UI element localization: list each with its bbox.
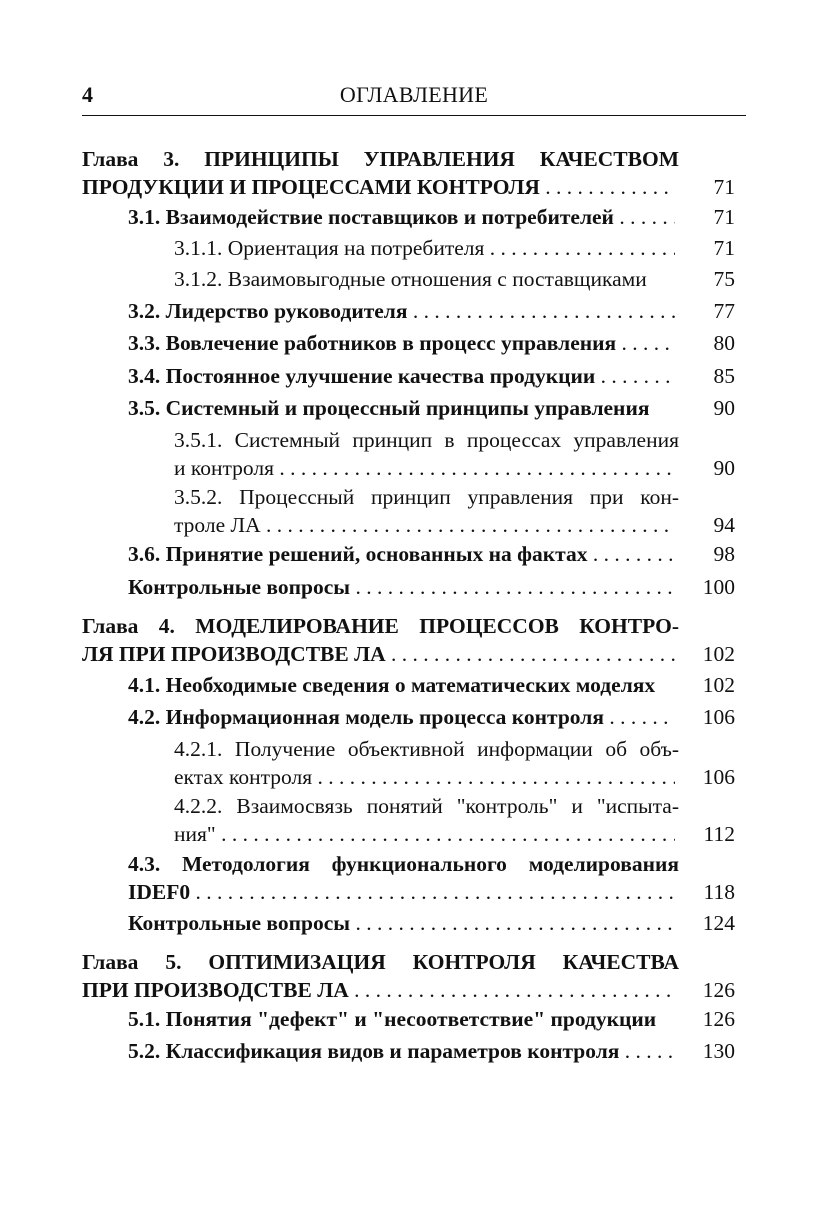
toc-line1: Глава 5. ОПТИМИЗАЦИЯ КОНТРОЛЯ КАЧЕСТВА: [82, 950, 679, 974]
toc-page: 102: [675, 671, 735, 699]
toc-page: 94: [675, 511, 735, 539]
toc-text: ПРИ ПРОИЗВОДСТВЕ ЛА . . .: [82, 976, 679, 1004]
toc-page: 126: [675, 1005, 735, 1033]
toc-text: 4.2. Информационная модель процесса контроля . . .: [128, 703, 679, 731]
toc-subsection-3-5-1: [82, 426, 746, 482]
toc-page: 100: [675, 573, 735, 601]
toc-line1: 4.3. Методология функционального моделирования: [128, 852, 679, 876]
toc-text: Контрольные вопросы . . .: [128, 909, 679, 937]
toc-page: 71: [675, 203, 735, 231]
toc-page: 106: [675, 703, 735, 731]
toc-page: 102: [675, 640, 735, 668]
toc-page: 98: [675, 540, 735, 568]
toc-subsection-3-5-2: [82, 483, 746, 539]
toc-page: 130: [675, 1037, 735, 1065]
toc-text: троле ЛА . . .: [174, 511, 679, 539]
toc-section-3-3: [82, 329, 746, 357]
toc-section-3-6: [82, 540, 746, 568]
toc-page: 80: [675, 329, 735, 357]
toc-chapter-3: [82, 145, 746, 201]
toc-page: 126: [675, 976, 735, 1004]
toc-text: IDEF0 . . .: [128, 878, 679, 906]
toc-page: 71: [675, 234, 735, 262]
toc-section-3-2: [82, 297, 746, 325]
toc-text: 4.1. Необходимые сведения о математических моделях: [128, 673, 656, 697]
toc-subsection-4-2-1: [82, 735, 746, 791]
toc-text: 3.6. Принятие решений, основанных на фактах . . .: [128, 540, 679, 568]
toc-text: ПРОДУКЦИИ И ПРОЦЕССАМИ КОНТРОЛЯ . . .: [82, 173, 679, 201]
toc-text: Контрольные вопросы . . .: [128, 573, 679, 601]
toc-section-4-3: [82, 850, 746, 906]
toc-line1: Глава 4. МОДЕЛИРОВАНИЕ ПРОЦЕССОВ КОНТРО-: [82, 614, 679, 638]
toc-text: и контроля . . .: [174, 454, 679, 482]
toc-text: ектах контроля . . .: [174, 763, 679, 791]
toc-section-5-1: [82, 1005, 746, 1033]
toc-line1: 4.2.1. Получение объективной информации об объ-: [174, 737, 679, 761]
toc-section-3-1: [82, 203, 746, 231]
toc-page: 112: [675, 820, 735, 848]
toc-subsection-3-1-2: [82, 265, 746, 293]
running-header: ОГЛАВЛЕНИЕ: [339, 82, 489, 107]
toc-text: 3.4. Постоянное улучшение качества продукции . . .: [128, 362, 679, 390]
toc-line1: 4.2.2. Взаимосвязь понятий "контроль" и "испыта-: [174, 794, 679, 818]
toc-line1: Глава 3. ПРИНЦИПЫ УПРАВЛЕНИЯ КАЧЕСТВОМ: [82, 147, 679, 171]
toc-section-5-2: [82, 1037, 746, 1065]
toc-section-3-4: [82, 362, 746, 390]
header-rule: [82, 115, 746, 116]
toc-text: ЛЯ ПРИ ПРОИЗВОДСТВЕ ЛА . . .: [82, 640, 679, 668]
toc-page: 118: [675, 878, 735, 906]
toc-line1: 3.5.2. Процессный принцип управления при кон-: [174, 485, 679, 509]
toc-subsection-3-1-1: [82, 234, 746, 262]
toc-page: 77: [675, 297, 735, 325]
toc-questions-3: [82, 573, 746, 601]
toc-text: ния" . . .: [174, 820, 679, 848]
toc-page: 75: [675, 265, 735, 293]
toc-text: 3.2. Лидерство руководителя . . .: [128, 297, 679, 325]
toc-text: 3.3. Вовлечение работников в процесс управления . . .: [128, 329, 679, 357]
toc-chapter-4: [82, 612, 746, 668]
toc-text: 3.1.1. Ориентация на потребителя . . .: [174, 234, 679, 262]
toc-page: 71: [675, 173, 735, 201]
toc-subsection-4-2-2: [82, 792, 746, 848]
toc-page: 124: [675, 909, 735, 937]
toc-page: 90: [675, 394, 735, 422]
toc-text: 5.1. Понятия "дефект" и "несоответствие" продукции: [128, 1007, 657, 1031]
toc-section-4-2: [82, 703, 746, 731]
toc-text: 3.1.2. Взаимовыгодные отношения с поставщиками: [174, 267, 647, 291]
toc-text: 5.2. Классификация видов и параметров контроля . . .: [128, 1037, 679, 1065]
toc-chapter-5: [82, 948, 746, 1004]
toc-page: 85: [675, 362, 735, 390]
toc-text: 3.1. Взаимодействие поставщиков и потребителей . . .: [128, 203, 679, 231]
toc-section-3-5: [82, 394, 746, 422]
page-number: 4: [82, 82, 93, 107]
toc-page: 106: [675, 763, 735, 791]
toc-section-4-1: [82, 671, 746, 699]
toc-text: 3.5. Системный и процессный принципы управления: [128, 396, 650, 420]
toc-questions-4: [82, 909, 746, 937]
toc-line1: 3.5.1. Системный принцип в процессах управления: [174, 428, 679, 452]
toc-page: 90: [675, 454, 735, 482]
